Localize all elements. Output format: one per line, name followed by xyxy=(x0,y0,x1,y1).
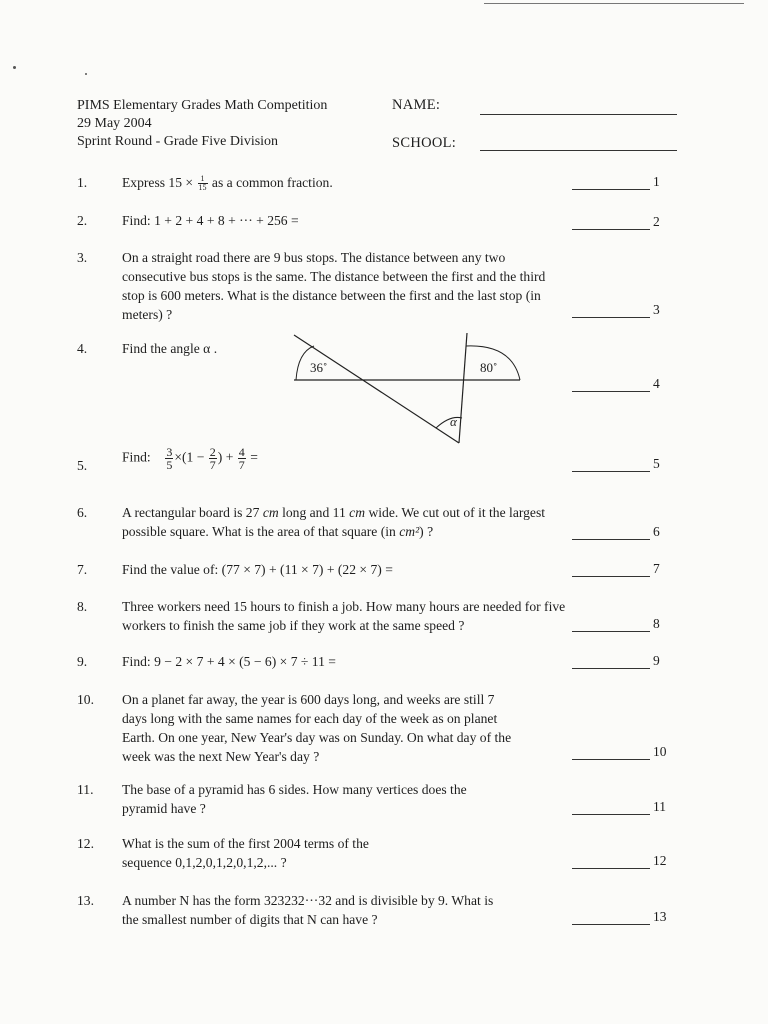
school-field[interactable] xyxy=(480,150,677,151)
question-text-part: Find: xyxy=(122,449,151,465)
answer-blank-4[interactable] xyxy=(572,391,650,392)
question-text: Find: 1 + 2 + 4 + 8 + ··· + 256 = xyxy=(122,213,299,228)
unit-cm: cm xyxy=(262,505,279,520)
fraction xyxy=(165,446,173,471)
school-label: SCHOOL: xyxy=(392,135,457,151)
angle-label-alpha: α xyxy=(450,414,457,429)
question-number: 11. xyxy=(77,782,94,797)
question-text: Find the value of: (77 × 7) + (11 × 7) + (22 × 7) = xyxy=(122,562,393,577)
question-text: Three workers need 15 hours to finish a job. How many hours are needed for five workers to finish the same job if they work at the same speed ? xyxy=(122,599,566,633)
answer-number: 12 xyxy=(653,853,667,868)
answer-number: 2 xyxy=(653,214,660,229)
question-number: 13. xyxy=(77,893,94,908)
question-number: 1. xyxy=(77,175,88,190)
question-text-part: long and 11 xyxy=(282,505,346,520)
name-label: NAME: xyxy=(392,97,441,113)
scan-speck xyxy=(85,73,87,75)
name-field[interactable] xyxy=(480,114,677,115)
question-text: Find: 9 − 2 × 7 + 4 × (5 − 6) × 7 ÷ 11 = xyxy=(122,654,336,669)
question-text xyxy=(122,446,582,471)
question-text: On a planet far away, the year is 600 days long, and weeks are still 7 days long with the same names for each day of the week as on planet Earth. On one year, New Year's day was on Sunday. On what day of the week was the next New Year's day ? xyxy=(122,692,512,764)
question-number: 6. xyxy=(77,505,88,520)
question-number: 9. xyxy=(77,654,88,669)
question-text-part: = xyxy=(250,449,258,465)
fraction-denominator: 5 xyxy=(166,458,173,472)
question-text: What is the sum of the first 2004 terms of the sequence 0,1,2,0,1,2,0,1,2,... ? xyxy=(122,836,369,870)
scan-edge-line xyxy=(484,3,744,4)
question-number: 7. xyxy=(77,562,88,577)
scan-speck xyxy=(13,66,16,69)
fraction-numerator: 4 xyxy=(238,445,245,459)
answer-number: 4 xyxy=(653,376,660,391)
fraction xyxy=(238,446,246,471)
angle-label-80: 80˚ xyxy=(480,360,498,375)
answer-number: 6 xyxy=(653,524,660,539)
angle-figure xyxy=(284,330,534,450)
answer-number: 5 xyxy=(653,456,660,471)
fraction-numerator: 3 xyxy=(166,445,173,459)
answer-number: 9 xyxy=(653,653,660,668)
question-text-part: ) + xyxy=(217,449,234,465)
near-vertical-line xyxy=(459,333,467,443)
fraction xyxy=(198,175,208,192)
answer-blank-8[interactable] xyxy=(572,631,650,632)
question-number: 2. xyxy=(77,213,88,228)
question-text: The base of a pyramid has 6 sides. How many vertices does the pyramid have ? xyxy=(122,782,467,816)
question-number: 10. xyxy=(77,692,94,707)
answer-blank-2[interactable] xyxy=(572,229,650,230)
answer-blank-7[interactable] xyxy=(572,576,650,577)
question-text-part: ) ? xyxy=(419,524,434,539)
question-text: On a straight road there are 9 bus stops. The distance between any two consecutive bus stops is the same. The distance between the first and the third stop is 600 meters. What is the distance between the first and the last stop (in meters) ? xyxy=(122,250,546,322)
question-text-part: Express 15 × xyxy=(122,175,194,190)
answer-number: 3 xyxy=(653,302,660,317)
question-text-part: ×(1 − xyxy=(174,449,205,465)
question-text xyxy=(122,503,562,541)
fraction xyxy=(209,446,217,471)
question-number: 3. xyxy=(77,250,88,265)
answer-blank-12[interactable] xyxy=(572,868,650,869)
fraction-denominator: 7 xyxy=(238,458,245,472)
question-number: 12. xyxy=(77,836,94,851)
question-text-part: as a common fraction. xyxy=(211,175,333,190)
question-text-part: wide. We cut out of it the largest possible square. What is the area of that square (in xyxy=(122,505,546,539)
fraction-numerator: 1 xyxy=(198,175,208,184)
question-number: 5. xyxy=(77,458,88,473)
question-number: 4. xyxy=(77,341,88,356)
unit-cm: cm xyxy=(349,505,366,520)
answer-blank-11[interactable] xyxy=(572,814,650,815)
answer-blank-3[interactable] xyxy=(572,317,650,318)
answer-number: 8 xyxy=(653,616,660,631)
answer-number: 7 xyxy=(653,561,660,576)
competition-title: PIMS Elementary Grades Math Competition xyxy=(77,98,328,113)
question-text: Find the angle α . xyxy=(122,341,218,356)
answer-blank-9[interactable] xyxy=(572,668,650,669)
unit-cm-squared: cm² xyxy=(399,524,420,539)
angle-arc-alpha xyxy=(436,417,462,428)
fraction-numerator: 2 xyxy=(209,445,216,459)
answer-blank-10[interactable] xyxy=(572,759,650,760)
question-text xyxy=(122,173,582,192)
answer-number: 1 xyxy=(653,174,660,189)
question-text: A number N has the form 323232···32 and is divisible by 9. What is the smallest number of digits that N can have ? xyxy=(122,893,494,927)
angle-label-36: 36˚ xyxy=(310,360,328,375)
answer-blank-1[interactable] xyxy=(572,189,650,190)
competition-date: 29 May 2004 xyxy=(77,116,152,131)
answer-number: 10 xyxy=(653,744,667,759)
fraction-denominator: 7 xyxy=(209,458,216,472)
answer-number: 11 xyxy=(653,799,666,814)
header-block xyxy=(77,97,327,151)
diagonal-line xyxy=(294,335,459,443)
fraction-denominator: 15 xyxy=(198,183,207,193)
round-division: Sprint Round - Grade Five Division xyxy=(77,134,279,149)
question-number: 8. xyxy=(77,599,88,614)
answer-blank-13[interactable] xyxy=(572,924,650,925)
answer-blank-5[interactable] xyxy=(572,471,650,472)
question-text-part: A rectangular board is 27 xyxy=(122,505,260,520)
answer-number: 13 xyxy=(653,909,667,924)
answer-blank-6[interactable] xyxy=(572,539,650,540)
